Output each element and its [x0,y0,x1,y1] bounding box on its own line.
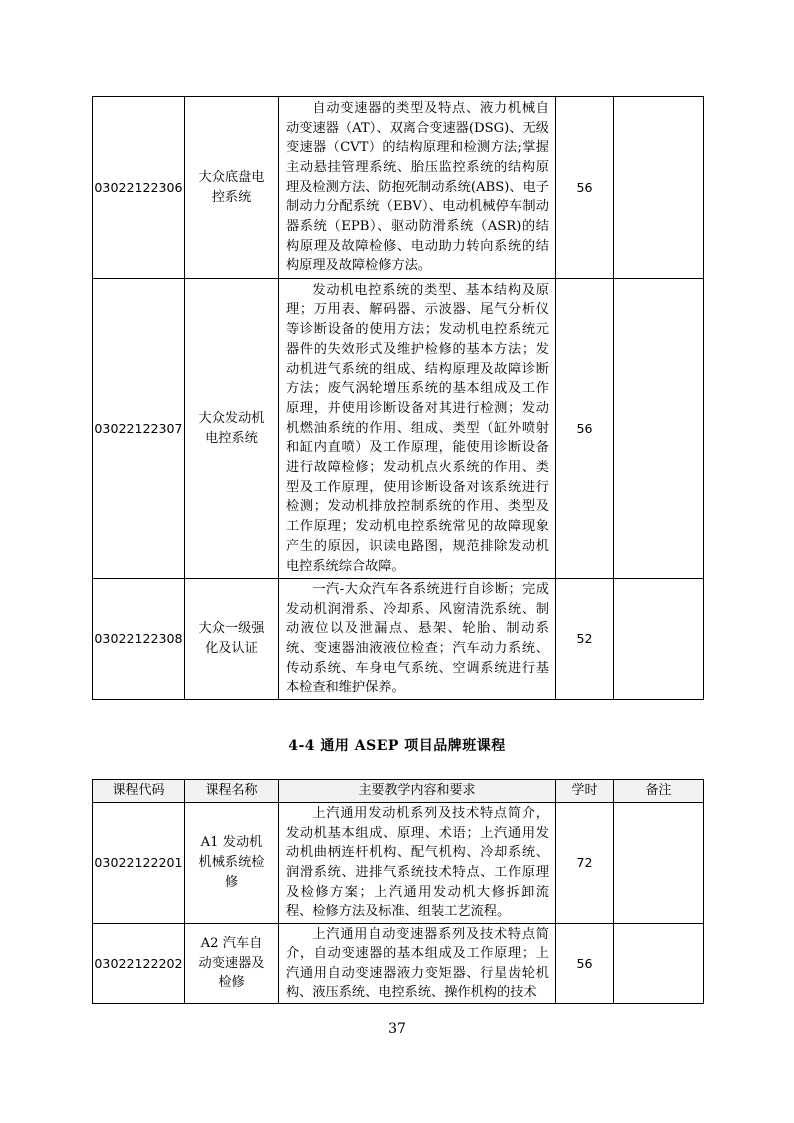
course-note [614,803,704,924]
table-row [93,97,704,279]
table-row [93,924,704,1004]
table-row [93,803,704,924]
course-note [614,579,704,700]
course-code: 03022122306 [93,97,185,279]
course-code: 03022122202 [93,924,185,1004]
header-content: 主要教学内容和要求 [279,780,556,803]
course-content: 自动变速器的类型及特点、液力机械自动变速器（AT）、双离合变速器(DSG)、无级变速器（CVT）的结构原理和检测方法;掌握主动悬挂管理系统、胎压监控系统的结构原理及检测方法、防抱死制动系统(ABS)、电子制动力分配系统（EBV）、电动机械停车制动器系统（EPB）、驱动防滑系统（ASR)的结构原理及故障检修、电动助力转向系统的结构原理及故障检修方法。 [279,97,556,279]
header-hours: 学时 [556,780,614,803]
course-content: 发动机电控系统的类型、基本结构及原理；万用表、解码器、示波器、尾气分析仪等诊断设备的使用方法；发动机电控系统元器件的失效形式及维护检修的基本方法；发动机进气系统的组成、结构原理及故障诊断方法；废气涡轮增压系统的基本组成及工作原理，并使用诊断设备对其进行检测；发动机燃油系统的作用、组成、类型（缸外喷射和缸内直喷）及工作原理，能使用诊断设备进行故障检修；发动机点火系统的作用、类型及工作原理，使用诊断设备对该系统进行检测；发动机排放控制系统的作用、类型及工作原理；发动机电控系统常见的故障现象产生的原因，识读电路图，规范排除发动机电控系统综合故障。 [279,279,556,579]
header-note: 备注 [614,780,704,803]
course-name: A1 发动机机械系统检修 [185,803,279,924]
table-row [93,279,704,579]
course-code: 03022122307 [93,279,185,579]
course-content: 上汽通用自动变速器系列及技术特点简介，自动变速器的基本组成及工作原理；上汽通用自动变速器液力变矩器、行星齿轮机构、液压系统、电控系统、操作机构的技术 [279,924,556,1004]
course-code: 03022122308 [93,579,185,700]
course-name: 大众底盘电控系统 [185,97,279,279]
course-table-volkswagen [92,96,704,700]
table-header-row [93,780,704,803]
course-content: 上汽通用发动机系列及技术特点简介，发动机基本组成、原理、术语；上汽通用发动机曲柄连杆机构、配气机构、冷却系统、润滑系统、进排气系统技术特点、工作原理及检修方案；上汽通用发动机大修拆卸流程、检修方法及标准、组装工艺流程。 [279,803,556,924]
page-number: 37 [388,1021,406,1037]
course-code: 03022122201 [93,803,185,924]
course-hours: 52 [556,579,614,700]
course-note [614,97,704,279]
course-name: 大众一级强化及认证 [185,579,279,700]
course-hours: 72 [556,803,614,924]
course-content: 一汽-大众汽车各系统进行自诊断；完成发动机润滑系、冷却系、风窗清洗系统、制动液位以及泄漏点、悬架、轮胎、制动系统、变速器油液液位检查；汽车动力系统、传动系统、车身电气系统、空调系统进行基本检查和维护保养。 [279,579,556,700]
course-hours: 56 [556,924,614,1004]
table-row [93,579,704,700]
course-note [614,924,704,1004]
course-hours: 56 [556,279,614,579]
course-name: A2 汽车自动变速器及检修 [185,924,279,1004]
header-course-name: 课程名称 [185,780,279,803]
header-course-code: 课程代码 [93,780,185,803]
section-title: 4-4 通用 ASEP 项目品牌班课程 [288,738,506,754]
course-name: 大众发动机电控系统 [185,279,279,579]
course-note [614,279,704,579]
course-hours: 56 [556,97,614,279]
course-table-asep [92,779,704,1004]
